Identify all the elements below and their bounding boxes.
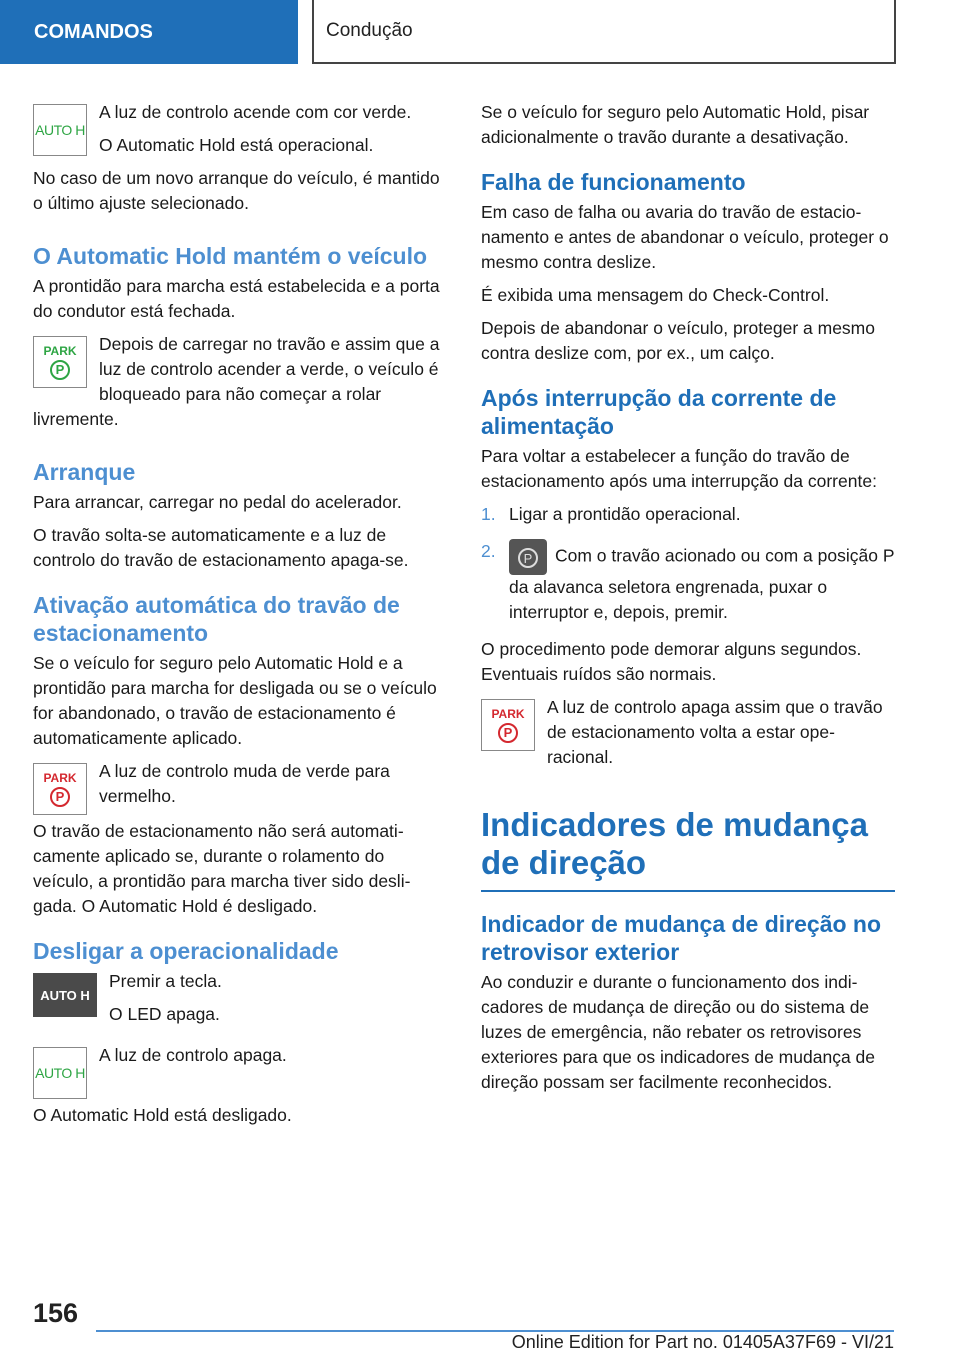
paragraph: A luz de controlo apaga.: [99, 1045, 287, 1065]
parking-brake-switch-icon: P: [509, 539, 547, 575]
steps-list: [481, 502, 895, 625]
page-number: 156: [33, 1298, 79, 1328]
list-item: 1. Ligar a prontidão operacional.: [481, 504, 741, 524]
heading-ativacao: Ativação automática do travão de estacionamento: [33, 592, 400, 646]
paragraph: Se o veículo for seguro pelo Automatic Hold e a prontidão para marcha for desligada ou se o veículo for abandonado, o travão de estacionamento é automaticamente aplicado.: [33, 653, 437, 748]
paragraph: O travão solta-se automaticamente e a luz de controlo do travão de estacionamento apaga-se.: [33, 525, 409, 570]
heading-retrovisor: Indicador de mudança de direção no retrovisor exterior: [481, 911, 882, 965]
heading-mantem: O Automatic Hold mantém o veículo: [33, 243, 428, 269]
park-green-icon: PARK P: [33, 336, 87, 388]
paragraph: Ao conduzir e durante o funcionamento dos indicadores de mudança de direção ou do sistema de luzes de emergência, não rebater os retrovisores exteriores para que os indicadores de mudança de direção possam ser facilmente reconhecidos.: [481, 972, 875, 1092]
right-column: [481, 100, 895, 1103]
paragraph: Em caso de falha ou avaria do travão de estacionamento e antes de abandonar o veículo, proteger o mesmo contra deslize.: [481, 202, 889, 272]
paragraph: É exibida uma mensagem do Check-Control.: [481, 285, 830, 305]
paragraph: O Automatic Hold está operacional.: [99, 135, 374, 155]
section-tab: [0, 0, 298, 64]
heading-arranque: Arranque: [33, 459, 136, 485]
paragraph: A luz de controlo apaga assim que o travão de estacionamento volta a estar operacional.: [547, 697, 883, 767]
auto-hold-green-icon: AUTO H: [33, 1047, 87, 1099]
heading-apos: Após interrupção da corrente de alimentação: [481, 385, 837, 439]
paragraph: Premir a tecla.: [109, 971, 222, 991]
park-red-icon: PARK P: [33, 763, 87, 815]
paragraph: A prontidão para marcha está estabelecida e a porta do condutor está fechada.: [33, 276, 440, 321]
heading-falha: Falha de funcionamento: [481, 169, 746, 195]
auto-hold-green-icon: AUTO H: [33, 104, 87, 156]
heading-indicadores: Indicadores de mudança de direção: [481, 806, 895, 892]
paragraph: O travão de estacionamento não será automaticamente aplicado se, durante o rolamento do veículo, a prontidão para marcha tiver sido desligada. O Automatic Hold é desligado.: [33, 821, 411, 916]
auto-hold-button-icon: AUTO H: [33, 973, 97, 1017]
paragraph: Para arrancar, carregar no pedal do acelerador.: [33, 492, 402, 512]
park-red-icon: PARK P: [481, 699, 535, 751]
footer-edition: Online Edition for Part no. 01405A37F69 - VI/21: [511, 1332, 894, 1352]
paragraph: No caso de um novo arranque do veículo, é mantido o último ajuste selecionado.: [33, 168, 440, 213]
list-item: 2. P Com o travão acionado ou com a posição P da alavanca seletora engrenada, puxar o interruptor e, depois, premir.: [481, 541, 895, 622]
paragraph: Se o veículo for seguro pelo Automatic Hold, pisar adicionalmente o travão durante a desativação.: [481, 102, 870, 147]
left-column: [33, 100, 441, 1136]
paragraph: Para voltar a estabelecer a função do travão de estacionamento após uma interrupção da corrente:: [481, 446, 877, 491]
paragraph: A luz de controlo acende com cor verde.: [99, 102, 412, 122]
paragraph: Depois de carregar no travão e assim que a luz de controlo acender a verde, o veículo é bloqueado para não começar a rolar livremente.: [33, 334, 440, 429]
heading-desligar: Desligar a operacionalidade: [33, 938, 339, 964]
paragraph: O LED apaga.: [109, 1004, 220, 1024]
paragraph: O procedimento pode demorar alguns segundos. Eventuais ruídos são normais.: [481, 639, 862, 684]
section-title: COMANDOS: [34, 20, 153, 43]
paragraph: O Automatic Hold está desligado.: [33, 1105, 292, 1125]
paragraph: A luz de controlo muda de verde para vermelho.: [99, 761, 390, 806]
paragraph: Depois de abandonar o veículo, proteger a mesmo contra deslize com, por ex., um calço.: [481, 318, 875, 363]
chapter-tab: [312, 0, 896, 64]
chapter-title: Condução: [326, 20, 413, 41]
